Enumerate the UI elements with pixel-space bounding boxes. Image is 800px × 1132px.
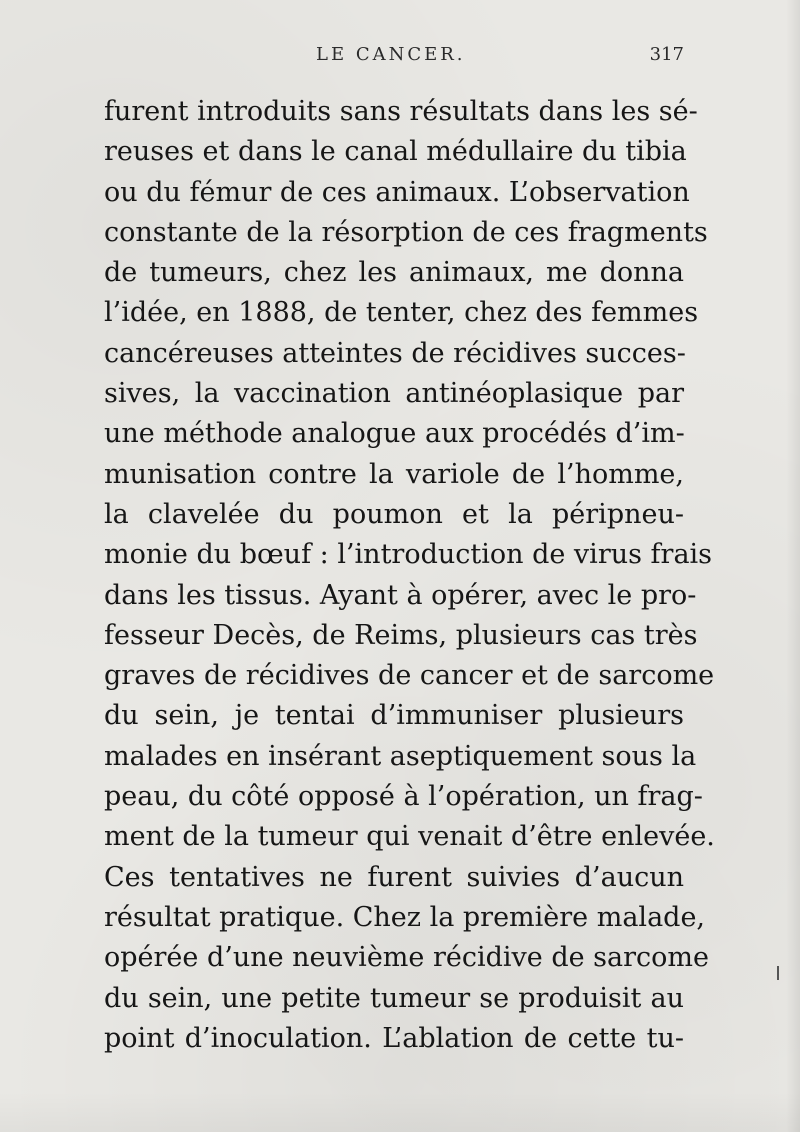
text-line: munisation contre la variole de l’homme, <box>104 458 684 490</box>
text-line: du sein, une petite tumeur se produisit au <box>104 982 684 1014</box>
text-line: dans les tissus. Ayant à opérer, avec le pro- <box>104 579 697 611</box>
text-line: graves de récidives de cancer et de sarcome <box>104 660 715 692</box>
text-line: l’idée, en 1888, de tenter, chez des femmes <box>104 297 699 329</box>
text-line: monie du bœuf : l’introduction de virus frais <box>104 539 713 571</box>
text-line: Ces tentatives ne furent suivies d’aucun <box>104 861 684 893</box>
text-line: reuses et dans le canal médullaire du tibia <box>104 136 687 168</box>
body-text <box>104 92 715 1059</box>
text-line: malades en insérant aseptiquement sous la <box>104 740 697 772</box>
text-line: sives, la vaccination antinéoplasique par <box>104 378 684 410</box>
text-line: du sein, je tentai d’immuniser plusieurs <box>104 700 684 732</box>
text-line: opérée d’une neuvième récidive de sarcome <box>104 942 709 974</box>
page-bottom-shadow <box>0 1092 800 1132</box>
text-line: la clavelée du poumon et la péripneu- <box>104 498 684 530</box>
margin-mark <box>777 966 779 980</box>
running-title: LE CANCER. <box>316 44 466 65</box>
text-line: de tumeurs, chez les animaux, me donna <box>104 257 684 289</box>
page-number: 317 <box>649 44 684 65</box>
text-line: peau, du côté opposé à l’opération, un frag- <box>104 781 703 813</box>
text-line: constante de la résorption de ces fragments <box>104 216 708 248</box>
text-line: point d’inoculation. L’ablation de cette tu- <box>104 1022 684 1054</box>
text-line: une méthode analogue aux procédés d’im- <box>104 418 685 450</box>
text-line: furent introduits sans résultats dans les sé- <box>104 96 698 127</box>
text-line: résultat pratique. Chez la première malade, <box>104 901 706 933</box>
text-line: ou du fémur de ces animaux. L’observation <box>104 176 690 208</box>
page-edge-shadow <box>786 0 800 1132</box>
text-line: ment de la tumeur qui venait d’être enlevée. <box>104 821 715 853</box>
text-line: fesseur Decès, de Reims, plusieurs cas très <box>104 619 698 651</box>
text-line: cancéreuses atteintes de récidives succes- <box>104 337 686 369</box>
